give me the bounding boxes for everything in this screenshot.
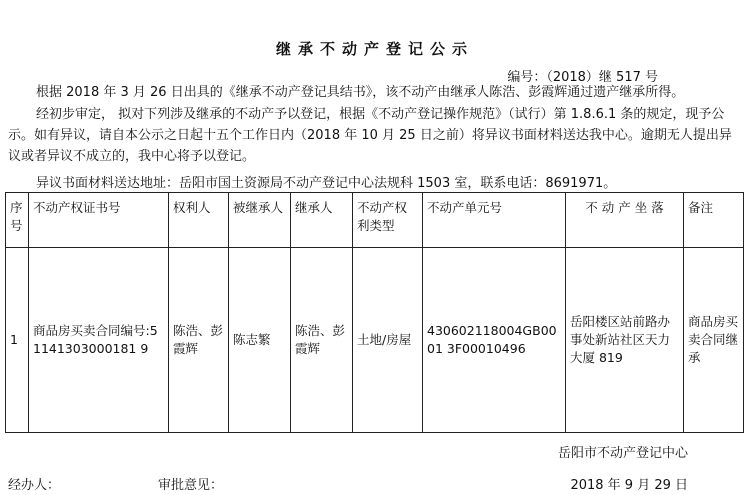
- notice-title: 继承不动产登记公示: [275, 40, 474, 58]
- header-owner: 权利人: [169, 193, 229, 248]
- objection-address: 异议书面材料送达地址：岳阳市国土资源局不动产登记中心法规科 1503 室，联系电话：8691971。: [36, 176, 617, 191]
- header-location: 不 动 产 坐 落: [566, 193, 684, 248]
- header-no: 序号: [6, 193, 29, 248]
- notice-number: 编号：（2018）继 517 号: [507, 70, 658, 85]
- header-right-type: 不动产权利类型: [353, 193, 423, 248]
- table-header-row: [6, 193, 744, 248]
- issue-date: 2018 年 9 月 29 日: [570, 478, 688, 493]
- approval-opinion-label: 审批意见：: [158, 478, 224, 493]
- table-row: [6, 248, 744, 433]
- header-heir: 继承人: [291, 193, 353, 248]
- paragraph-announcement: 经初步审定， 拟对下列涉及继承的不动产予以登记，根据《不动产登记操作规范》（试行）第 1.8.6.1 条的规定，现予公示。如有异议，请自本公示之日起十五个工作日内（2018 年 10 月 25 日之前）将异议书面材料送达我中心。逾期无人提出异议或者异议不成立的，我中心将予以登记。: [8, 107, 732, 164]
- cell-decedent: 陈志繁: [229, 248, 291, 433]
- cell-owner: 陈浩、彭霞辉: [169, 248, 229, 433]
- cell-right-type: 土地/房屋: [353, 248, 423, 433]
- header-certificate: 不动产权证书号: [29, 193, 169, 248]
- cell-location: 岳阳楼区站前路办事处新站社区天力大厦 819: [566, 248, 684, 433]
- handler-label: 经办人：: [8, 478, 61, 493]
- header-decedent: 被继承人: [229, 193, 291, 248]
- cell-unit-no: 430602118004GB0001 3F00010496: [423, 248, 566, 433]
- cell-heir: 陈浩、彭霞辉: [291, 248, 353, 433]
- cell-certificate: 商品房买卖合同编号:51141303000181 9: [29, 248, 169, 433]
- paragraph-basis: 根据 2018 年 3 月 26 日出具的《继承不动产登记具结书》，该不动产由继承人陈浩、彭霞辉通过遗产继承所得。: [36, 85, 685, 100]
- header-remark: 备注: [684, 193, 744, 248]
- cell-remark: 商品房买卖合同继承: [684, 248, 744, 433]
- property-table: [5, 192, 744, 433]
- cell-no: 1: [6, 248, 29, 433]
- header-unit-no: 不动产单元号: [423, 193, 566, 248]
- issuing-office: 岳阳市不动产登记中心: [557, 446, 688, 461]
